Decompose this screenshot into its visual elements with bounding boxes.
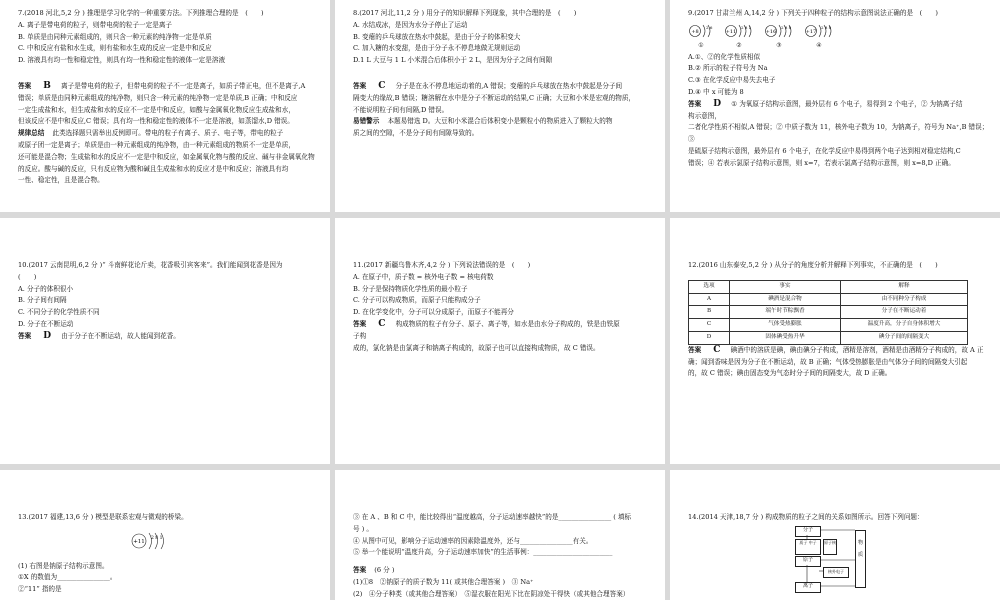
table-header: 选项: [689, 280, 730, 293]
answer-label: 答案: [688, 345, 702, 354]
card-q13-continued: [335, 470, 665, 600]
answer-letter: C: [378, 318, 386, 329]
diagram-connectors: [795, 526, 885, 600]
explain-line: 二者化学性质不相似,A 错误；② 中质子数为 11，核外电子数为 10，为钠离子，符号为 Na⁺,B 错误；③: [688, 123, 989, 144]
nucleus-box: 原子核: [823, 539, 837, 555]
atom-box: 原子: [795, 556, 821, 567]
electron-box: 核外电子: [823, 567, 849, 578]
atom-core: +8: [691, 28, 699, 35]
warn-line: 本题易错选 D。大豆和小米混合后体积变小是颗粒小的物质进入了颗粒大的物: [387, 117, 613, 126]
warn-label: 易错警示: [353, 117, 380, 126]
explain-line: 构示意图，: [688, 111, 721, 120]
q10-answer: [18, 331, 320, 343]
table-cell: 分子在不断运动着: [841, 306, 968, 319]
atom-core: +11: [133, 538, 145, 545]
atom-shells: 2 8 1: [741, 24, 752, 30]
atom-diagram: [688, 22, 714, 52]
explain-line: 但该反应不是中和反应,C 错误；具有均一性和稳定性的液体不一定是溶液，如蒸馏水,D 错误。: [18, 117, 294, 126]
atom-structure-icon: [688, 22, 714, 40]
q7-summary: [18, 128, 320, 140]
q8-option: C. 加入糖的水变甜，是由于分子永不停息地做无规则运动: [353, 44, 521, 53]
atom-shells: 2 8 8: [781, 24, 792, 30]
q13-line: ③ 在 A 、B 和 C 中，能比较得出“温度越高，分子运动速率越快”的是________________ ( 填标: [353, 513, 632, 521]
answer-letter: B: [43, 80, 51, 91]
summary-line: 一性、稳定性，且是混合物。: [18, 176, 104, 185]
q9-option: B.② 所示的粒子符号为 Na: [688, 64, 768, 73]
atom-core: +11: [725, 28, 737, 35]
explain-line: 错误；④ 若表示氯原子结构示意图，则 x=7，若表示氯离子结构示意图，则 x=8,D 正确。: [688, 158, 955, 167]
card-q14: [670, 470, 1000, 600]
q13-part: ②“11” 指的是: [18, 585, 62, 594]
summary-line: 此类选择题只需举出反例即可。带电的粒子有离子、质子、电子等，带电的粒子: [52, 129, 284, 138]
q14-stem: 14.(2014 天津,18,7 分 ) 构成物质的粒子之间的关系如图所示。回答下列问题：: [688, 513, 924, 521]
table-row: [689, 306, 968, 319]
table-header: 事实: [730, 280, 841, 293]
summary-line: 的反应。酸与碱的反应，只有反应物为酸和碱且生成盐和水的反应才是中和反应；溶液具有均: [18, 164, 289, 173]
q13-answer: [353, 565, 655, 577]
q7-option: A. 离子是带电荷的粒子，则带电荷的粒子一定是离子: [18, 20, 173, 29]
table-header: 解释: [841, 280, 968, 293]
explain-line: 构成物质的粒子有分子、原子、离子等，如水是由水分子构成的，铁是由铁原: [395, 319, 620, 328]
particle-relation-diagram: [795, 526, 885, 600]
q13-part: ①X 的数值为________________。: [18, 573, 117, 582]
q12-stem: 12.(2016 山东泰安,5,2 分 ) 从分子的角度分析并解释下列事实，不正确的是 ( ): [688, 261, 938, 269]
atom-parts-box: 质子 中子: [795, 539, 821, 555]
table-cell: 由不同种分子构成: [841, 293, 968, 306]
explain-line: 分子是在永不停息地运动着的,A 错误；变瘪的乒乓球放在热水中鼓起是分子间: [395, 81, 623, 90]
q11-stem: 11.(2017 新疆乌鲁木齐,4,2 分 ) 下列说法错误的是 ( ): [353, 261, 531, 269]
q13-line: ⑤ 举一个能说明“温度升高，分子运动速率加快”的生活事例：________________________: [353, 548, 613, 557]
q9-answer: [688, 99, 990, 111]
table-cell: C: [689, 319, 730, 332]
warn-line: 质之间的空隙，不是分子间有间隙导致的。: [353, 129, 479, 138]
atom-shells: 2 8 8: [821, 24, 832, 30]
q10-option: C. 不同分子的化学性质不同: [18, 308, 100, 317]
q11-option: B. 分子是保持物质化学性质的最小粒子: [353, 284, 468, 293]
table-cell: 温度升高，分子自身体积增大: [841, 319, 968, 332]
explain-line: ① 为氧原子结构示意图，最外层有 6 个电子，易得到 2 个电子，② 为钠离子结: [731, 99, 963, 108]
answer-points: (6 分 ): [374, 566, 395, 575]
card-q7: [0, 0, 330, 212]
facts-table: [688, 280, 968, 345]
table-cell: 固体碘受热升华: [730, 331, 841, 344]
q7-answer: [18, 81, 320, 93]
q13-part: (1) 右图是钠原子结构示意图。: [18, 561, 109, 570]
atom-diagram: [804, 22, 834, 52]
explain-line: 碘酒中的溶质是碘，碘由碘分子构成，酒精是溶剂，酒精是由酒精分子构成的，故 A 正: [730, 345, 984, 354]
q9-stem: 9.(2017 甘肃兰州 A,14,2 分 ) 下列关于四种粒子的结构示意图说法正确的是 ( ): [688, 9, 939, 17]
table-row: [689, 331, 968, 344]
table-header-row: [689, 280, 968, 293]
q8-warn: [353, 116, 655, 128]
explain-line: 子构: [353, 331, 367, 340]
q8-option: A. 水结成冰，是因为水分子停止了运动: [353, 20, 468, 29]
answer-letter: D: [43, 330, 52, 341]
q9-option: C.③ 在化学反应中易失去电子: [688, 76, 776, 85]
table-cell: D: [689, 331, 730, 344]
q9-option: D.④ 中 x 可能为 8: [688, 87, 744, 96]
sodium-atom-diagram: [130, 530, 320, 557]
explain-line: 离子是带电荷的粒子，但带电荷的粒子不一定是离子，如质子带正电，但不是离子,A: [61, 81, 306, 90]
atom-mark: ②: [736, 41, 742, 49]
atom-core: +16: [765, 28, 777, 35]
molecule-box: 分子: [795, 526, 821, 537]
atom-mark: ①: [698, 41, 704, 49]
card-q11: [335, 218, 665, 464]
q10-option: B. 分子间有间隔: [18, 296, 67, 305]
substance-box: 物 质: [855, 530, 866, 588]
q13-stem: 13.(2017 福建,13,6 分 ) 模型是联系宏观与微观的桥梁。: [18, 513, 188, 521]
atom-structure-icon: [804, 22, 834, 40]
card-q9: [670, 0, 1000, 212]
answer-label: 答案: [688, 99, 702, 108]
atom-structure-icon: [724, 22, 754, 40]
summary-label: 规律总结: [18, 129, 45, 138]
table-cell: 碘分子间的间隔变大: [841, 331, 968, 344]
q7-option: B. 单质是由同种元素组成的，则只含一种元素的纯净物一定是单质: [18, 32, 212, 41]
q7-stem: 7.(2018 河北,5,2 分 ) 推理是学习化学的一种重要方法。下列推理合理的是 ( ): [18, 9, 264, 17]
explain-line: 不能说明粒子间有间隔,D 错误。: [353, 105, 449, 114]
ion-box: 离子: [795, 582, 821, 593]
explain-line: 是硫原子结构示意图，最外层有 6 个电子，在化学反应中易得到两个电子达到相对稳定结构,C: [688, 146, 961, 155]
table-cell: B: [689, 306, 730, 319]
card-q12: [670, 218, 1000, 464]
summary-line: 或原子团一定是离子；单质是由一种元素组成的纯净物，由一种元素组成的物质不一定是单质，: [18, 140, 295, 149]
q11-answer: [353, 319, 655, 331]
q11-option: A. 在原子中，质子数 = 核外电子数 = 核电荷数: [353, 272, 494, 281]
q10-option: D. 分子在不断运动: [18, 319, 74, 328]
atom-shells: 2 8 1: [151, 535, 163, 541]
q10-option: A. 分子的体积很小: [18, 284, 74, 293]
atom-structure-icon: [764, 22, 794, 40]
atom-core: +17: [805, 28, 817, 35]
q9-option: A.①、②的化学性质相似: [688, 52, 761, 61]
q11-option: C. 分子可以构成物质，而原子只能构成分子: [353, 296, 481, 305]
atom-diagram: [764, 22, 794, 52]
answer-label: 答案: [18, 81, 32, 90]
table-row: [689, 319, 968, 332]
answer-line: (1)①8 ②钠原子的质子数为 11( 或其他合理答案 ) ③ Na⁺: [353, 577, 534, 586]
answer-label: 答案: [353, 319, 367, 328]
table-cell: 碘酒是混合物: [730, 293, 841, 306]
answer-letter: C: [713, 344, 721, 355]
table-cell: 气体受热膨胀: [730, 319, 841, 332]
answer-letter: C: [378, 80, 386, 91]
atom-mark: ③: [776, 41, 782, 49]
table-cell: A: [689, 293, 730, 306]
answer-label: 答案: [353, 566, 367, 575]
summary-line: 还可能是混合物；生成盐和水的反应不一定是中和反应，如金属氧化物与酸的反应、碱与非金属氧化物: [18, 152, 315, 161]
atom-mark: ④: [816, 41, 822, 49]
answer-line: (2) ④分子种类（或其他合理答案） ⑤湿衣服在阳光下比在阴凉处干得快（或其他合理答案）: [353, 589, 630, 598]
q8-stem: 8.(2017 河北,11,2 分 ) 用分子的知识解释下列现象，其中合理的是 ( ): [353, 9, 577, 17]
atom-structure-icon: [130, 530, 170, 552]
q11-option: D. 在化学变化中，分子可以分成原子，而原子不能再分: [353, 308, 514, 317]
explain-line: 成的，氯化钠是由氯离子和钠离子构成的，故原子也可以直接构成物质，故 C 错误。: [353, 343, 600, 352]
table-cell: 端午时节粽飘香: [730, 306, 841, 319]
explain-line: 隔变大的缘故,B 错误；糖溶解在水中是分子不断运动的结果,C 正确；大豆和小米是宏观的物质，: [353, 93, 636, 102]
card-q8: [335, 0, 665, 212]
atom-diagram: [724, 22, 754, 52]
explain-line: 的，故 C 错误；碘由固态变为气态时分子间的间隔变大，故 D 正确。: [688, 369, 892, 378]
answer-letter: D: [713, 98, 722, 109]
explain-line: 由于分子在不断运动，故人能闻到花香。: [61, 331, 180, 340]
explain-line: 错误；单质是由同种元素组成的纯净物，则只含一种元素的纯净物一定是单质,B 正确；中和反应: [18, 93, 298, 102]
q10-paren: ( ): [18, 272, 37, 281]
atom-shells: 2 6: [706, 24, 713, 30]
atom-diagram-row: [688, 22, 990, 52]
q13-line: ④ 从图中可见，影响分子运动速率的因素除温度外，还与________________有关。: [353, 536, 593, 545]
table-row: [689, 293, 968, 306]
card-q13: [0, 470, 330, 600]
q13-line: 号 ) 。: [353, 524, 373, 533]
q8-option: D.1 L 大豆与 1 L 小米混合后体积小于 2 L，是因为分子之间有间隙: [353, 56, 553, 65]
q8-answer: [353, 81, 655, 93]
explain-line: 一定生成盐和水，但生成盐和水的反应不一定是中和反应，如酸与金属氧化物反应生成盐和水，: [18, 105, 295, 114]
card-q10: [0, 218, 330, 464]
answer-label: 答案: [353, 81, 367, 90]
explain-line: 确；闻到香味是因为分子在不断运动，故 B 正确；气体受热膨胀是由气体分子间的间隔变大引起: [688, 357, 968, 366]
q12-answer: [688, 345, 990, 357]
q10-stem: 10.(2017 云南昆明,6,2 分 )“ 斗南鲜花论斤卖，花香吸引宾客来”。我们能闻到花香是因为: [18, 261, 283, 269]
q8-option: B. 变瘪的乒乓球放在热水中鼓起，是由于分子的体积变大: [353, 32, 521, 41]
q7-option: C. 中和反应有盐和水生成，则有盐和水生成的反应一定是中和反应: [18, 44, 212, 53]
q7-option: D. 溶液具有均一性和稳定性，则具有均一性和稳定性的液体一定是溶液: [18, 56, 226, 65]
answer-label: 答案: [18, 331, 32, 340]
